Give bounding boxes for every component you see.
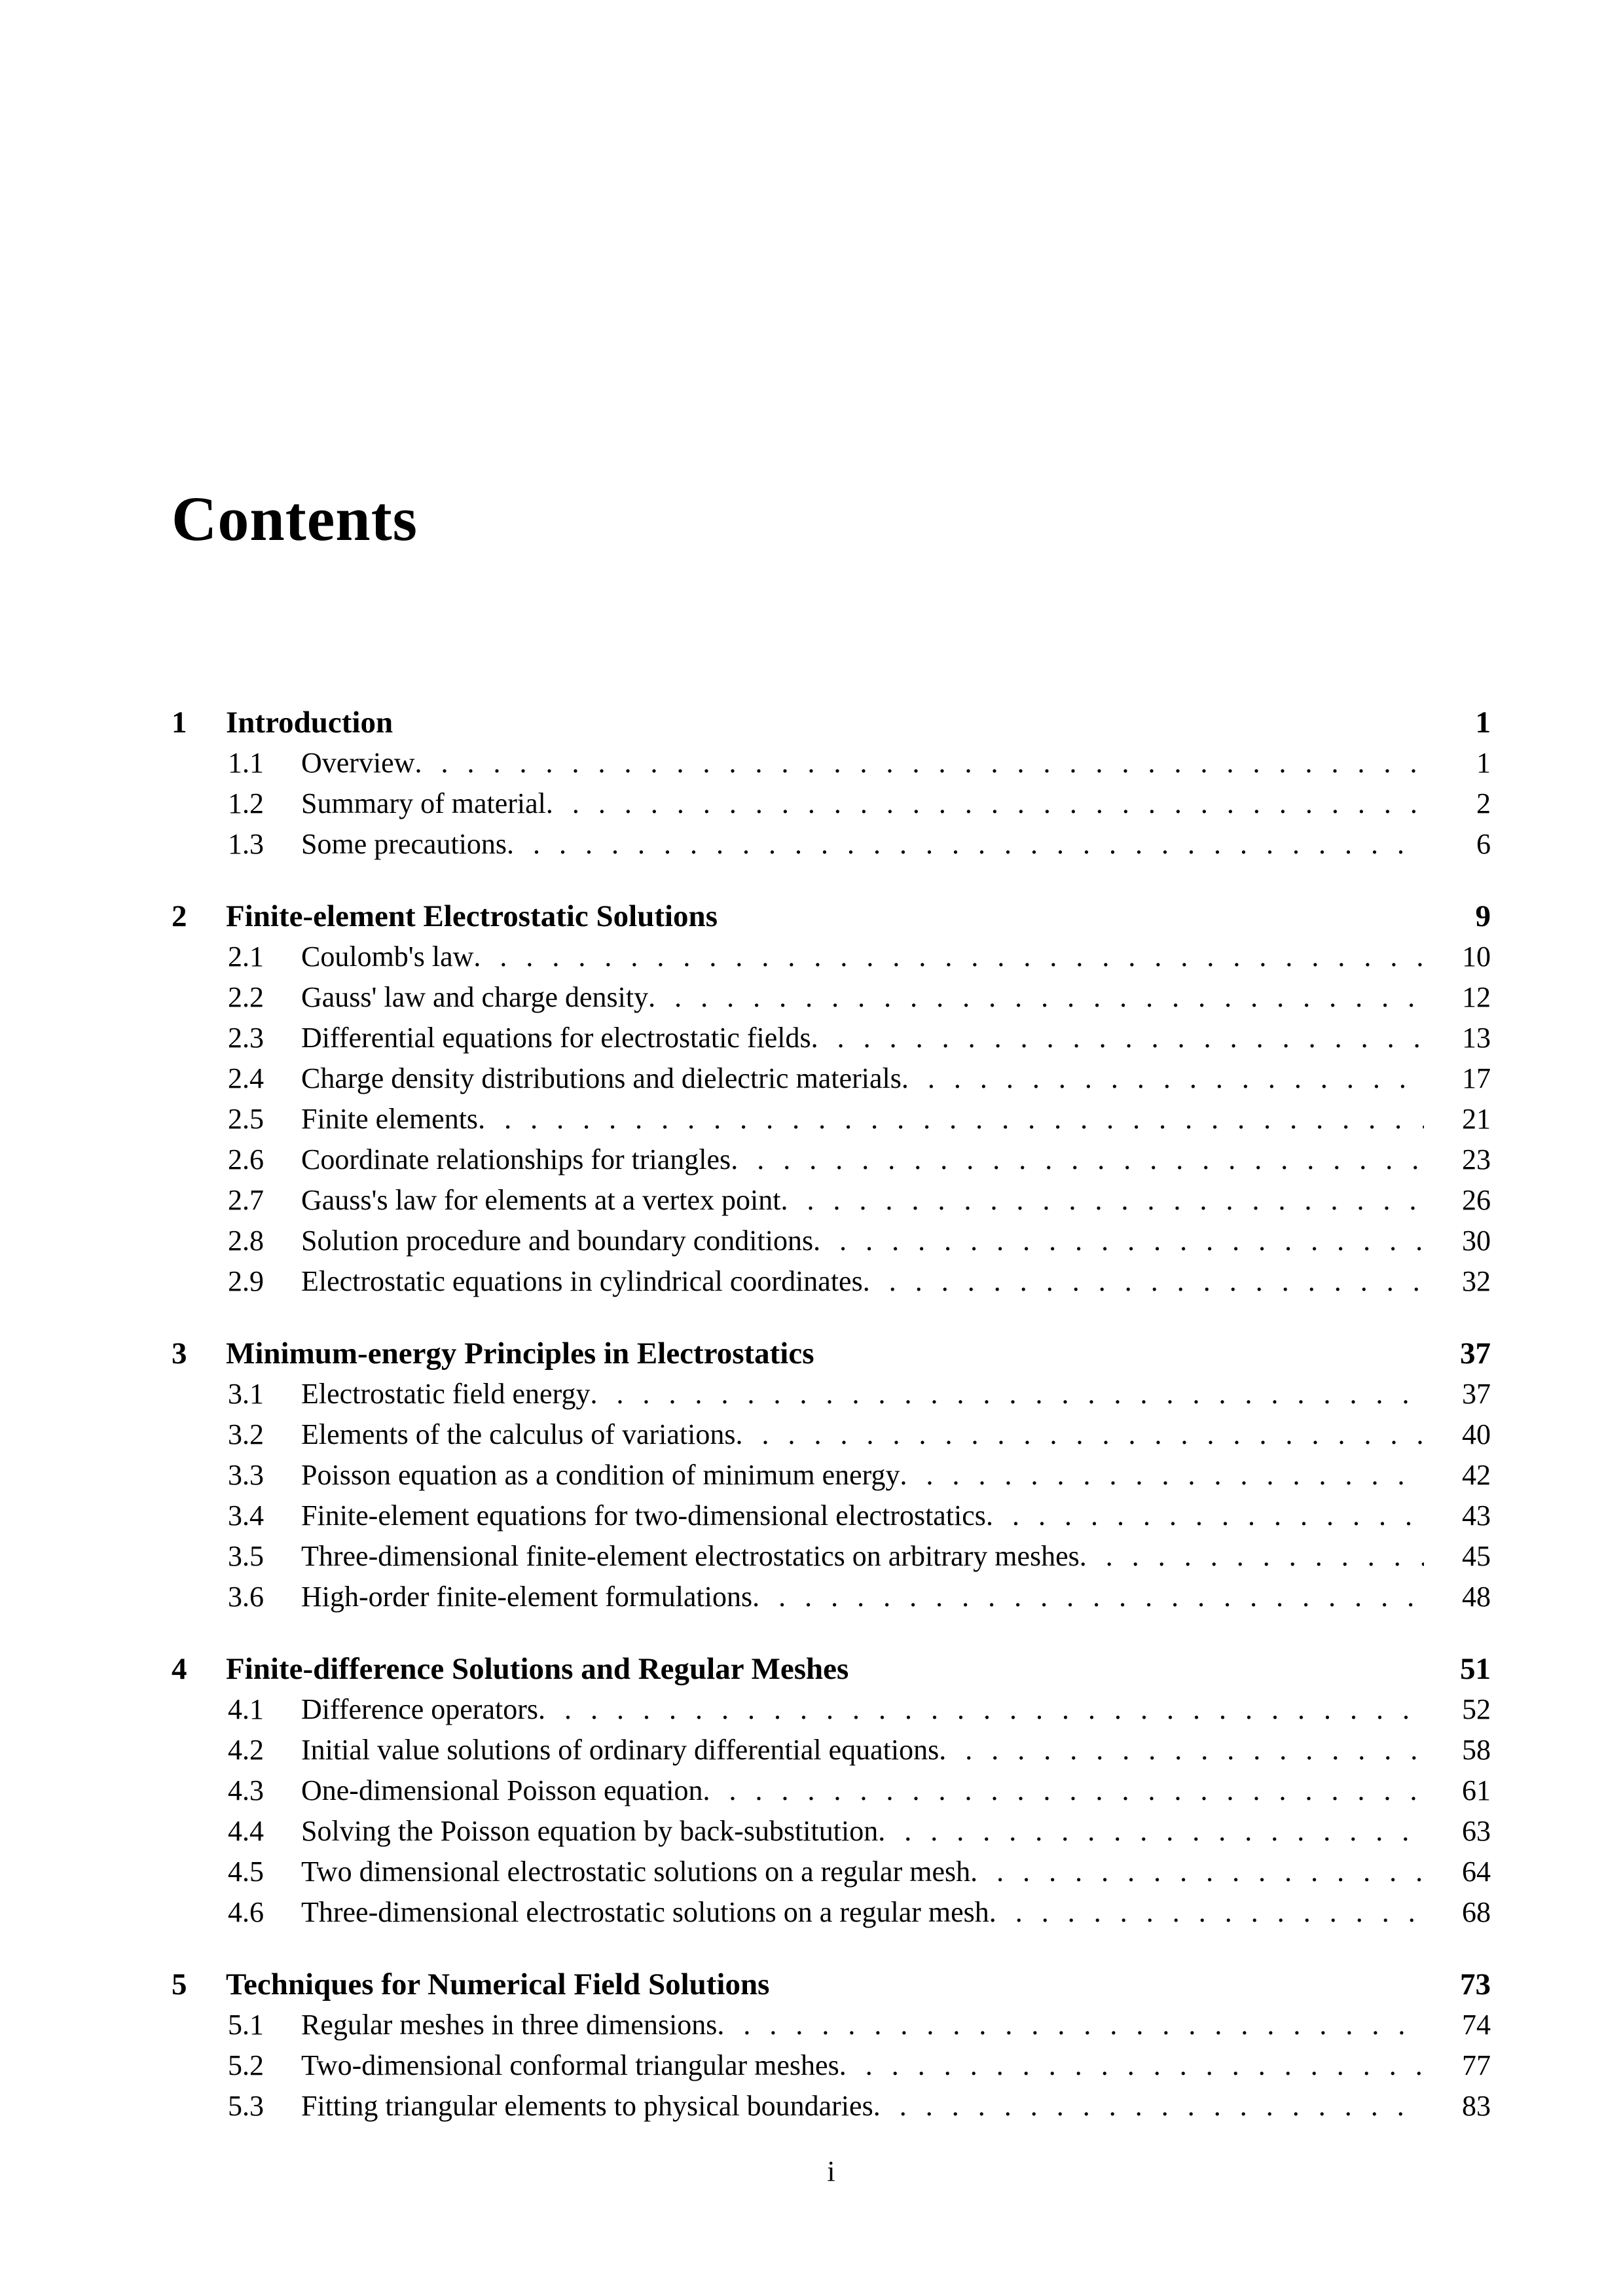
section-title: Initial value solutions of ordinary differential equations [301, 1734, 939, 1766]
dot-leader [878, 1811, 1424, 1852]
section-entry [228, 783, 1491, 824]
toc-chapter-group [172, 1333, 1491, 1617]
section-number: 2.3 [228, 1022, 264, 1054]
chapter-entry [172, 1333, 1491, 1374]
section-title: Two-dimensional conformal triangular meshes [301, 2049, 839, 2081]
section-title: Regular meshes in three dimensions [301, 2009, 718, 2041]
section-entry [228, 1139, 1491, 1180]
section-title: Three-dimensional finite-element electrostatics on arbitrary meshes [301, 1540, 1080, 1572]
section-number: 1.3 [228, 828, 264, 860]
chapter-sections [172, 1374, 1491, 1617]
chapter-title: Introduction [226, 706, 393, 740]
section-number: 5.1 [228, 2009, 264, 2041]
dot-leader [989, 1892, 1424, 1933]
dot-leader [900, 1455, 1424, 1496]
chapter-page-number: 51 [1460, 1652, 1491, 1686]
dot-leader [986, 1496, 1424, 1536]
section-number: 3.5 [228, 1540, 264, 1572]
section-number: 2.4 [228, 1062, 264, 1094]
chapter-number: 4 [172, 1652, 187, 1686]
section-page-number: 42 [1462, 1459, 1491, 1491]
section-title: Electrostatic equations in cylindrical coordinates [301, 1265, 863, 1297]
toc-chapter-group [172, 702, 1491, 865]
dot-leader [546, 783, 1424, 824]
section-number: 2.2 [228, 981, 264, 1013]
section-title: Poisson equation as a condition of minimum energy [301, 1459, 900, 1491]
section-title: Some precautions [301, 828, 507, 860]
section-title: Summary of material [301, 787, 546, 819]
section-number: 4.6 [228, 1896, 264, 1928]
toc-chapter-group [172, 1649, 1491, 1933]
dot-leader [703, 1770, 1425, 1811]
chapter-number: 5 [172, 1967, 187, 2001]
chapter-page-number: 1 [1475, 706, 1491, 740]
section-title: Charge density distributions and dielectric materials [301, 1062, 902, 1094]
dot-leader [781, 1180, 1425, 1221]
section-page-number: 23 [1462, 1143, 1491, 1175]
section-entry [228, 1455, 1491, 1496]
section-title: Coulomb's law [301, 941, 474, 973]
section-number: 2.1 [228, 941, 264, 973]
chapter-sections [172, 1689, 1491, 1933]
content-column [172, 0, 1491, 2126]
section-title: Solution procedure and boundary conditions [301, 1225, 814, 1257]
section-entry [228, 1261, 1491, 1302]
section-page-number: 32 [1462, 1265, 1491, 1297]
section-page-number: 48 [1462, 1581, 1491, 1613]
chapter-page-number: 37 [1460, 1336, 1491, 1371]
section-page-number: 17 [1462, 1062, 1491, 1094]
section-entry [228, 2005, 1491, 2045]
section-page-number: 68 [1462, 1896, 1491, 1928]
chapter-number: 3 [172, 1336, 187, 1371]
section-entry [228, 1058, 1491, 1099]
section-title: Difference operators [301, 1693, 538, 1725]
chapter-sections [172, 937, 1491, 1302]
section-title: Fitting triangular elements to physical boundaries [301, 2090, 873, 2122]
section-page-number: 40 [1462, 1418, 1491, 1450]
dot-leader [735, 1414, 1424, 1455]
section-number: 3.3 [228, 1459, 264, 1491]
chapter-number: 2 [172, 899, 187, 933]
section-page-number: 52 [1462, 1693, 1491, 1725]
chapter-page-number: 73 [1460, 1967, 1491, 2001]
toc-chapter-group [172, 896, 1491, 1302]
dot-leader [717, 2005, 1424, 2045]
section-page-number: 13 [1462, 1022, 1491, 1054]
section-page-number: 30 [1462, 1225, 1491, 1257]
chapter-entry [172, 702, 1491, 743]
chapter-page-number: 9 [1475, 899, 1491, 933]
section-number: 4.4 [228, 1815, 264, 1847]
section-entry [228, 743, 1491, 783]
section-entry [228, 1536, 1491, 1577]
section-page-number: 6 [1476, 828, 1491, 860]
dot-leader [415, 743, 1425, 783]
section-page-number: 21 [1462, 1103, 1491, 1135]
chapter-title: Finite-difference Solutions and Regular Meshes [226, 1652, 849, 1686]
section-page-number: 58 [1462, 1734, 1491, 1766]
section-page-number: 37 [1462, 1378, 1491, 1410]
section-page-number: 64 [1462, 1856, 1491, 1888]
section-entry [228, 1852, 1491, 1892]
dot-leader [648, 977, 1424, 1018]
dot-leader [970, 1852, 1424, 1892]
dot-leader [873, 2086, 1424, 2126]
dot-leader [590, 1374, 1424, 1414]
section-page-number: 63 [1462, 1815, 1491, 1847]
section-number: 2.7 [228, 1184, 264, 1216]
section-number: 3.6 [228, 1581, 264, 1613]
section-page-number: 1 [1476, 747, 1491, 779]
section-entry [228, 1496, 1491, 1536]
section-entry [228, 977, 1491, 1018]
section-entry [228, 2086, 1491, 2126]
section-title: Elements of the calculus of variations [301, 1418, 736, 1450]
section-title: Differential equations for electrostatic fields [301, 1022, 811, 1054]
section-entry [228, 1414, 1491, 1455]
toc [172, 702, 1491, 2126]
section-title: Three-dimensional electrostatic solutions on a regular mesh [301, 1896, 989, 1928]
section-number: 4.3 [228, 1774, 264, 1806]
dot-leader [902, 1058, 1424, 1099]
section-title: High-order finite-element formulations [301, 1581, 753, 1613]
section-entry [228, 1770, 1491, 1811]
chapter-entry [172, 896, 1491, 937]
dot-leader [863, 1261, 1424, 1302]
section-number: 4.2 [228, 1734, 264, 1766]
page-footer-number: i [827, 2155, 835, 2187]
chapter-title: Minimum-energy Principles in Electrostatics [226, 1336, 814, 1371]
dot-leader [731, 1139, 1424, 1180]
section-page-number: 12 [1462, 981, 1491, 1013]
dot-leader [478, 1099, 1424, 1139]
section-entry [228, 1374, 1491, 1414]
section-entry [228, 1689, 1491, 1730]
section-page-number: 2 [1476, 787, 1491, 819]
section-title: Overview [301, 747, 415, 779]
section-page-number: 43 [1462, 1499, 1491, 1532]
dot-leader [538, 1689, 1424, 1730]
section-title: Finite-element equations for two-dimensional electrostatics [301, 1499, 986, 1532]
section-title: Gauss's law for elements at a vertex point [301, 1184, 781, 1216]
chapter-sections [172, 2005, 1491, 2126]
chapter-sections [172, 743, 1491, 865]
section-entry [228, 1811, 1491, 1852]
dot-leader [813, 1221, 1424, 1261]
section-number: 2.8 [228, 1225, 264, 1257]
section-page-number: 26 [1462, 1184, 1491, 1216]
section-title: Gauss' law and charge density [301, 981, 649, 1013]
section-title: Two dimensional electrostatic solutions on a regular mesh [301, 1856, 971, 1888]
section-number: 3.2 [228, 1418, 264, 1450]
section-entry [228, 1730, 1491, 1770]
dot-leader [939, 1730, 1424, 1770]
section-number: 3.1 [228, 1378, 264, 1410]
chapter-number: 1 [172, 706, 187, 740]
section-entry [228, 1018, 1491, 1058]
section-page-number: 10 [1462, 941, 1491, 973]
section-number: 2.6 [228, 1143, 264, 1175]
page-title: Contents [172, 484, 418, 554]
section-page-number: 74 [1462, 2009, 1491, 2041]
chapter-title: Techniques for Numerical Field Solutions [226, 1967, 770, 2001]
toc-chapter-group [172, 1964, 1491, 2126]
section-entry [228, 2045, 1491, 2086]
chapter-entry [172, 1649, 1491, 1689]
section-number: 2.9 [228, 1265, 264, 1297]
section-title: Solving the Poisson equation by back-substitution [301, 1815, 879, 1847]
section-title: One-dimensional Poisson equation [301, 1774, 703, 1806]
chapter-title: Finite-element Electrostatic Solutions [226, 899, 718, 933]
section-entry [228, 1180, 1491, 1221]
section-page-number: 83 [1462, 2090, 1491, 2122]
section-number: 3.4 [228, 1499, 264, 1532]
section-number: 1.1 [228, 747, 264, 779]
section-entry [228, 1099, 1491, 1139]
dot-leader [839, 2045, 1424, 2086]
chapter-entry [172, 1964, 1491, 2005]
section-title: Finite elements [301, 1103, 479, 1135]
dot-leader [1080, 1536, 1424, 1577]
section-title: Coordinate relationships for triangles [301, 1143, 731, 1175]
section-page-number: 45 [1462, 1540, 1491, 1572]
section-entry [228, 1221, 1491, 1261]
section-page-number: 61 [1462, 1774, 1491, 1806]
section-number: 4.1 [228, 1693, 264, 1725]
section-number: 1.2 [228, 787, 264, 819]
dot-leader [473, 937, 1424, 977]
dot-leader [811, 1018, 1424, 1058]
section-entry [228, 824, 1491, 865]
section-number: 5.2 [228, 2049, 264, 2081]
section-entry [228, 1892, 1491, 1933]
section-number: 4.5 [228, 1856, 264, 1888]
section-entry [228, 1577, 1491, 1617]
section-number: 5.3 [228, 2090, 264, 2122]
section-page-number: 77 [1462, 2049, 1491, 2081]
section-title: Electrostatic field energy [301, 1378, 591, 1410]
section-entry [228, 937, 1491, 977]
dot-leader [507, 824, 1424, 865]
dot-leader [752, 1577, 1424, 1617]
section-number: 2.5 [228, 1103, 264, 1135]
